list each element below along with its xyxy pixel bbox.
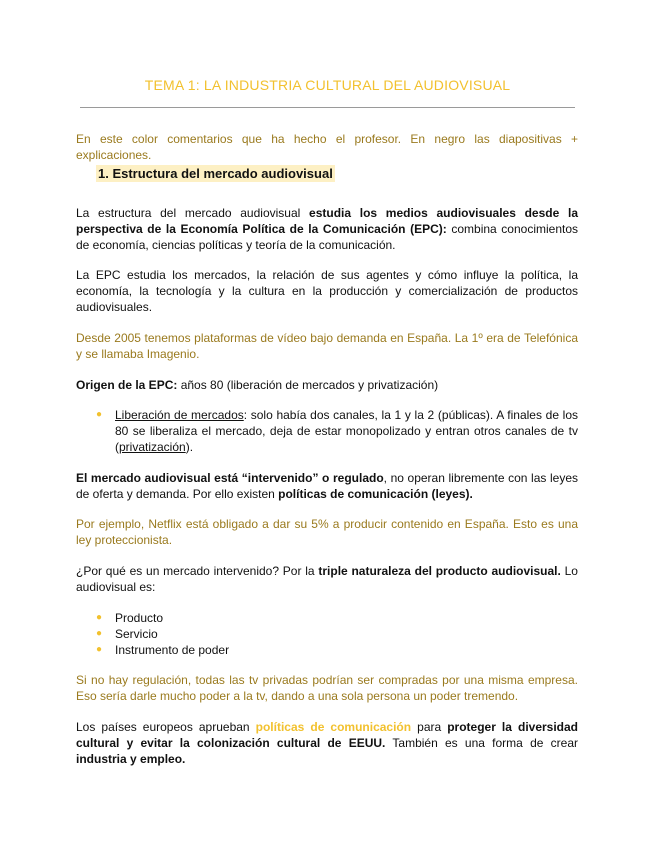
- text-span: Los países europeos aprueban: [76, 720, 256, 734]
- bullet-icon: ●: [96, 409, 103, 420]
- teacher-note-netflix: Por ejemplo, Netflix está obligado a dar su 5% a producir contenido en España. Esto es una ley proteccionista.: [76, 517, 578, 547]
- bold-span: El mercado audiovisual está “intervenido” o regulado: [76, 471, 384, 485]
- bullet-icon: ●: [96, 612, 103, 623]
- underlined-term: Liberación de mercados: [115, 408, 244, 422]
- bullet-icon: ●: [96, 628, 103, 639]
- bold-span: industria y empleo.: [76, 752, 186, 766]
- teacher-note-regulation: Si no hay regulación, todas las tv privadas podrían ser compradas por una misma empresa. Eso sería darle mucho poder a la tv, dando a una sola persona un poder tremendo.: [76, 673, 578, 703]
- text-span: Lo audiovisual es:: [76, 564, 578, 594]
- bold-span: estudia los medios audiovisuales desde la perspectiva de la Economía Política de la Comunicación (EPC):: [76, 206, 578, 236]
- text-span: ).: [185, 440, 194, 454]
- bold-span: políticas de comunicación (leyes).: [278, 487, 473, 501]
- text-span: : solo había dos canales, la 1 y la 2 (públicas). A finales de los 80 se liberaliza el mercado, deja de estar monopolizado y entran otros canales de tv (: [115, 408, 578, 454]
- page-title: TEMA 1: LA INDUSTRIA CULTURAL DEL AUDIOVISUAL: [144, 77, 511, 93]
- bold-span: proteger la diversidad cultural y evitar la colonización cultural de EEUU.: [76, 720, 579, 750]
- list-item: Producto: [115, 611, 164, 625]
- paragraph-epc-scope: La EPC estudia los mercados, la relación de sus agentes y cómo influye la política, la economía, la tecnología y la cultura en la producción y comercialización de productos audiovisuales.: [76, 268, 578, 314]
- text-span: También es una forma de crear: [385, 736, 579, 750]
- list-item: Instrumento de poder: [115, 643, 230, 657]
- text-span: para: [411, 720, 448, 734]
- list-item: Servicio: [115, 627, 158, 641]
- text-span: ¿Por qué es un mercado intervenido? Por la: [76, 564, 319, 578]
- paragraph-epc-definition: [76, 205, 578, 253]
- text-span: combina conocimientos de economía, ciencias políticas y teoría de la comunicación.: [76, 222, 578, 252]
- paragraph-intervened-market: [76, 470, 578, 502]
- intro-note: En este color comentarios que ha hecho el profesor. En negro las diapositivas + explicaciones.: [76, 132, 578, 162]
- list-item-liberacion: [115, 407, 578, 455]
- text-span: años 80 (liberación de mercados y privatización): [177, 378, 439, 392]
- underlined-term: privatización: [119, 440, 186, 454]
- bullet-icon: ●: [96, 644, 103, 655]
- paragraph-european-policies: [76, 719, 578, 767]
- paragraph-origin: [76, 377, 578, 393]
- title-divider: [80, 107, 575, 108]
- paragraph-triple-nature: [76, 563, 578, 595]
- bold-span: Origen de la EPC:: [76, 378, 178, 392]
- section-heading: 1. Estructura del mercado audiovisual: [98, 166, 333, 181]
- bold-span: triple naturaleza del producto audiovisual.: [318, 564, 561, 578]
- highlighted-term: políticas de comunicación: [255, 720, 412, 734]
- teacher-note-vod: Desde 2005 tenemos plataformas de vídeo bajo demanda en España. La 1º era de Telefónica y se llamaba Imagenio.: [76, 331, 578, 361]
- text-span: , no operan libremente con las leyes de oferta y demanda. Por ello existen: [76, 471, 579, 501]
- text-span: La estructura del mercado audiovisual: [76, 206, 310, 220]
